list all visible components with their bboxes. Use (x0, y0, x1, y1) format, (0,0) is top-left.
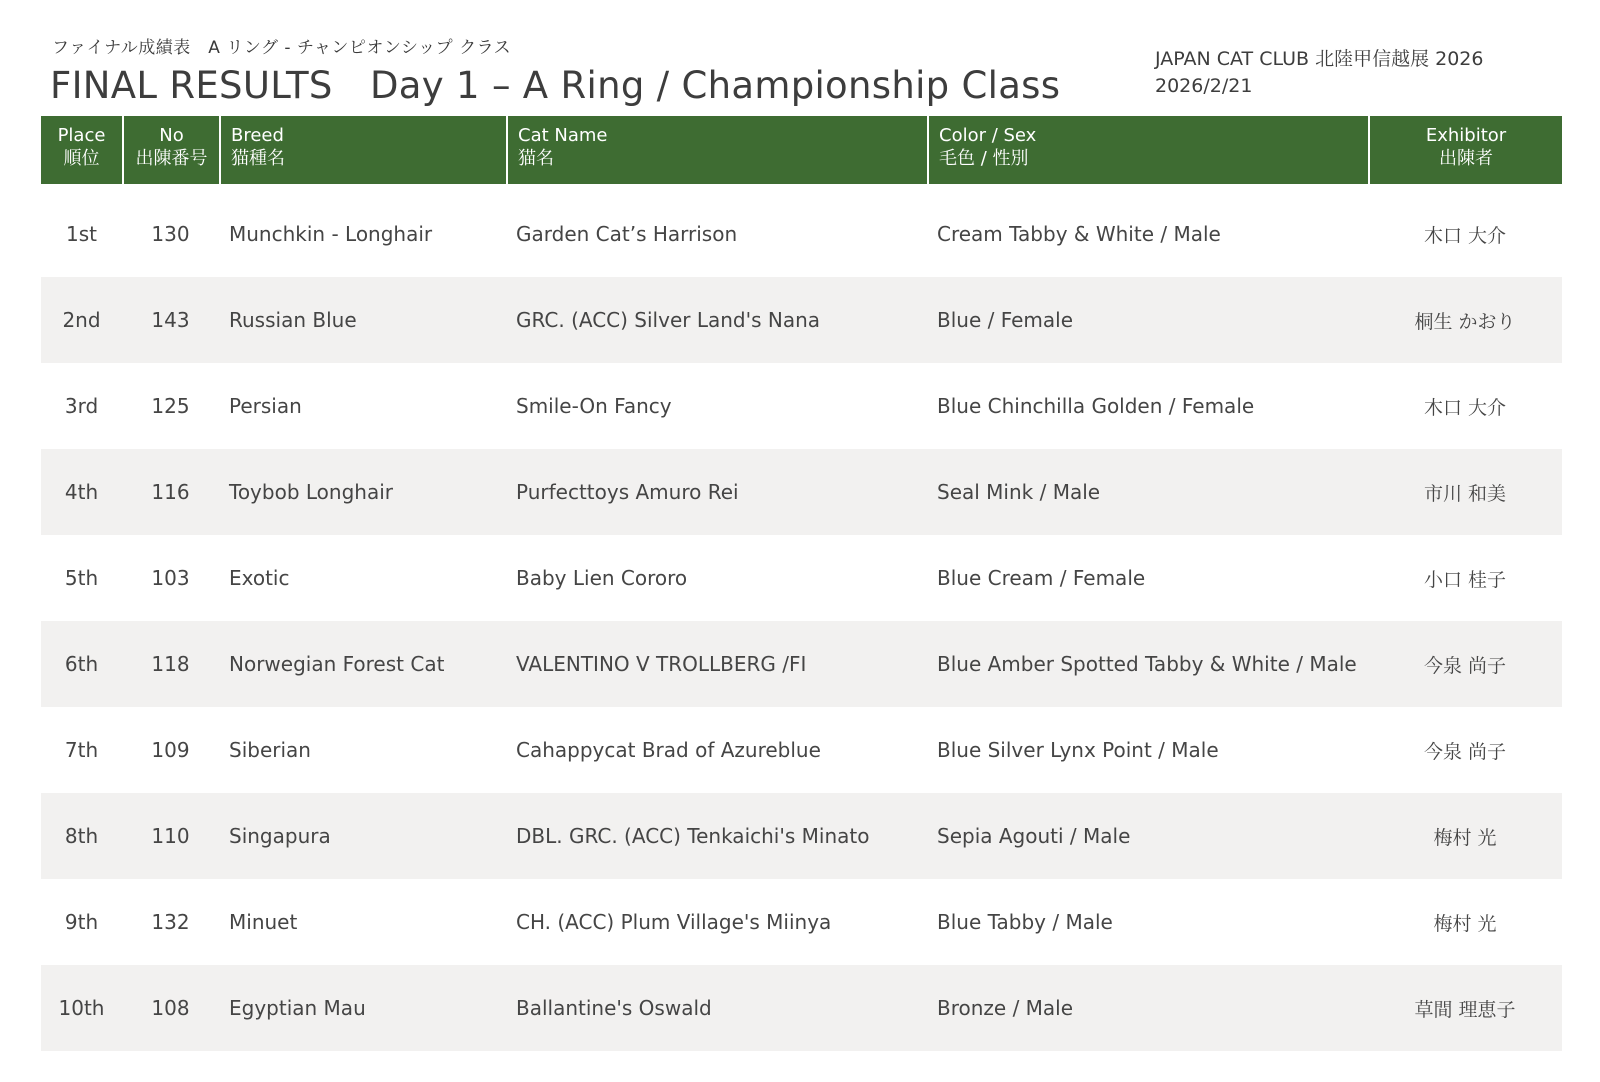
table-row (41, 879, 1562, 965)
breed-cell: Munchkin - Longhair (229, 222, 433, 246)
column-header-exhibitor (1368, 116, 1562, 184)
entry-number-cell: 132 (151, 910, 190, 934)
column-header-place (41, 116, 122, 184)
exhibitor-cell: 梅村 光 (1433, 826, 1497, 849)
entry-number-cell: 118 (151, 652, 190, 676)
breed-cell: Singapura (229, 824, 331, 848)
exhibitor-cell: 今泉 尚子 (1423, 740, 1507, 763)
column-header-label-jp: 猫名 (518, 148, 554, 169)
place-cell: 2nd (62, 308, 101, 332)
column-header-label: Breed (231, 125, 284, 146)
cat-name-cell: Purfecttoys Amuro Rei (516, 480, 739, 504)
table-row (41, 621, 1562, 707)
color-sex-cell: Blue Tabby / Male (937, 910, 1113, 934)
color-sex-cell: Blue Cream / Female (937, 566, 1146, 590)
cat-name-cell: GRC. (ACC) Silver Land's Nana (516, 308, 821, 332)
breed-cell: Siberian (229, 738, 311, 762)
cat-name-cell: CH. (ACC) Plum Village's Miinya (516, 910, 832, 934)
column-header-breed (219, 116, 506, 184)
entry-number-cell: 130 (151, 222, 190, 246)
column-header-cat-name (506, 116, 927, 184)
place-cell: 4th (64, 480, 99, 504)
breed-cell: Minuet (229, 910, 298, 934)
place-cell: 6th (64, 652, 99, 676)
cat-name-cell: Smile-On Fancy (516, 394, 672, 418)
table-row (41, 707, 1562, 793)
color-sex-cell: Blue Amber Spotted Tabby & White / Male (937, 652, 1357, 676)
results-table (41, 116, 1562, 1051)
exhibitor-cell: 桐生 かおり (1414, 310, 1516, 333)
column-header-label-jp: 出陳番号 (135, 148, 208, 169)
exhibitor-cell: 今泉 尚子 (1423, 654, 1507, 677)
column-header-label: No (159, 125, 184, 146)
column-header-label: Exhibitor (1425, 125, 1507, 146)
cat-name-cell: Garden Cat’s Harrison (516, 222, 738, 246)
color-sex-cell: Blue / Female (937, 308, 1074, 332)
column-header-label-jp: 順位 (63, 148, 100, 169)
page-subtitle: ファイナル成績表 A リング - チャンピオンシップ クラス (52, 38, 512, 58)
place-cell: 7th (64, 738, 99, 762)
breed-cell: Norwegian Forest Cat (229, 652, 445, 676)
color-sex-cell: Cream Tabby & White / Male (937, 222, 1221, 246)
breed-cell: Egyptian Mau (229, 996, 366, 1020)
exhibitor-cell: 木口 大介 (1423, 396, 1507, 419)
breed-cell: Exotic (229, 566, 290, 590)
place-cell: 5th (64, 566, 99, 590)
color-sex-cell: Blue Silver Lynx Point / Male (937, 738, 1219, 762)
event-date: 2026/2/21 (1155, 75, 1253, 97)
column-header-label-jp: 毛色 / 性別 (939, 148, 1029, 169)
breed-cell: Russian Blue (229, 308, 357, 332)
place-cell: 10th (58, 996, 105, 1020)
cat-name-cell: DBL. GRC. (ACC) Tenkaichi's Minato (516, 824, 870, 848)
column-header-label-jp: 猫種名 (231, 148, 285, 169)
entry-number-cell: 125 (151, 394, 190, 418)
table-row (41, 449, 1562, 535)
breed-cell: Toybob Longhair (229, 480, 393, 504)
page-title: FINAL RESULTS Day 1 – A Ring / Championship Class (50, 64, 1061, 107)
exhibitor-cell: 小口 桂子 (1423, 568, 1507, 591)
entry-number-cell: 108 (151, 996, 190, 1020)
place-cell: 1st (66, 222, 97, 246)
column-header-label-jp: 出陳者 (1439, 148, 1493, 169)
exhibitor-cell: 梅村 光 (1433, 912, 1497, 935)
color-sex-cell: Seal Mink / Male (937, 480, 1101, 504)
column-header-no (122, 116, 219, 184)
entry-number-cell: 116 (151, 480, 190, 504)
entry-number-cell: 143 (151, 308, 190, 332)
event-info (1155, 46, 1483, 100)
color-sex-cell: Blue Chinchilla Golden / Female (937, 394, 1255, 418)
entry-number-cell: 110 (151, 824, 190, 848)
cat-name-cell: Cahappycat Brad of Azureblue (516, 738, 821, 762)
cat-name-cell: VALENTINO V TROLLBERG /FI (516, 652, 807, 676)
column-header-label: Color / Sex (939, 125, 1037, 146)
cat-name-cell: Baby Lien Cororo (516, 566, 688, 590)
place-cell: 3rd (64, 394, 99, 418)
color-sex-cell: Sepia Agouti / Male (937, 824, 1131, 848)
column-header-label: Place (57, 125, 106, 146)
cat-name-cell: Ballantine's Oswald (516, 996, 712, 1020)
page-header (0, 0, 1600, 116)
table-row (41, 965, 1562, 1051)
entry-number-cell: 103 (151, 566, 190, 590)
exhibitor-cell: 木口 大介 (1423, 224, 1507, 247)
exhibitor-cell: 草間 理恵子 (1414, 998, 1516, 1021)
table-row (41, 191, 1562, 277)
table-header (41, 116, 1562, 184)
table-row (41, 535, 1562, 621)
entry-number-cell: 109 (151, 738, 190, 762)
color-sex-cell: Bronze / Male (937, 996, 1074, 1020)
table-row (41, 363, 1562, 449)
table-row (41, 277, 1562, 363)
place-cell: 9th (64, 910, 99, 934)
column-header-color-sex (927, 116, 1368, 184)
column-header-label: Cat Name (518, 125, 608, 146)
table-row (41, 793, 1562, 879)
event-name: JAPAN CAT CLUB 北陸甲信越展 2026 (1155, 48, 1484, 70)
place-cell: 8th (64, 824, 99, 848)
breed-cell: Persian (229, 394, 302, 418)
table-body (41, 191, 1562, 1051)
exhibitor-cell: 市川 和美 (1423, 482, 1507, 505)
